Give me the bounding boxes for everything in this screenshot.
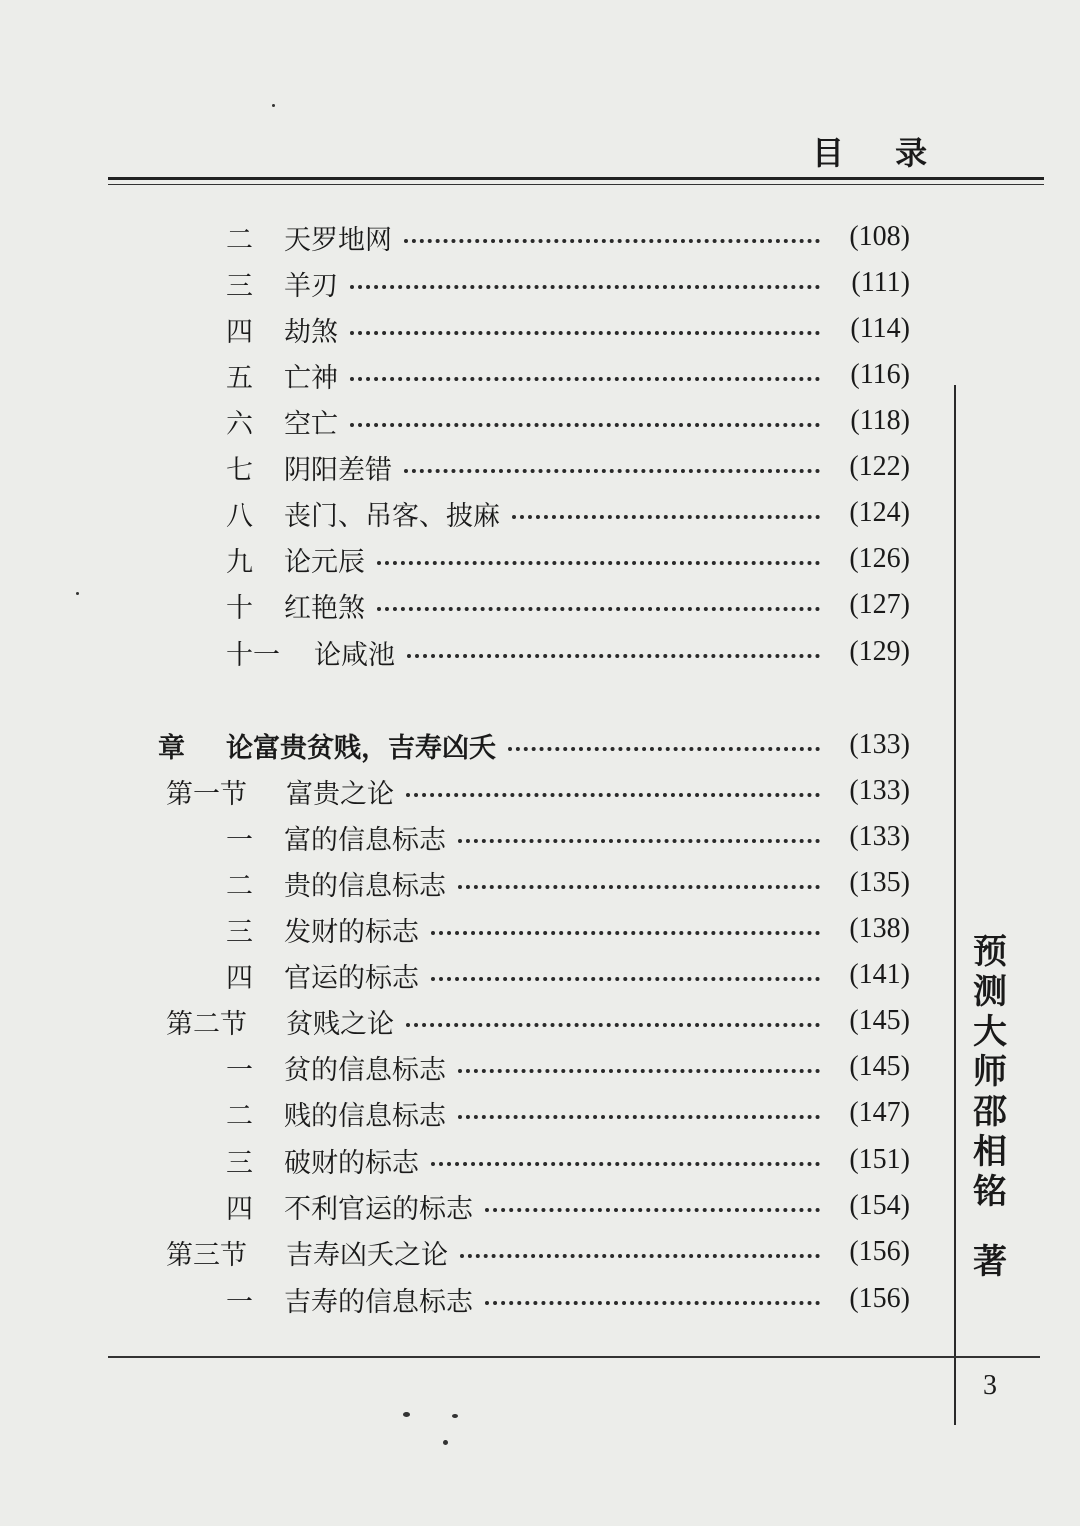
toc-entry-page: (156) <box>849 1236 910 1267</box>
toc-entry-page: (141) <box>849 959 910 990</box>
toc-entry-title: 贱的信息标志 <box>284 1100 446 1132</box>
toc-entry-number: 二 <box>226 1100 253 1132</box>
toc-entry-title: 阴阳差错 <box>284 454 392 486</box>
print-speck <box>443 1440 448 1445</box>
toc-entry-title: 不利官运的标志 <box>284 1193 473 1225</box>
toc-chapter-entry[interactable] <box>158 725 910 765</box>
toc-entry-number: 一 <box>226 824 253 856</box>
print-speck <box>272 104 275 107</box>
toc-entry[interactable] <box>226 955 910 995</box>
toc-entry-page: (145) <box>849 1005 910 1036</box>
author-spacer <box>968 1212 1012 1242</box>
author-name-char: 测 <box>973 972 1007 1012</box>
toc-entry[interactable] <box>226 447 910 487</box>
toc-entry-page: (124) <box>849 497 910 528</box>
toc-entry-page: (138) <box>849 913 910 944</box>
toc-entry[interactable] <box>226 909 910 949</box>
toc-entry-page: (151) <box>849 1144 910 1175</box>
toc-entry-number: 八 <box>226 500 253 532</box>
toc-entry-page: (154) <box>849 1190 910 1221</box>
toc-entry-page: (118) <box>850 405 910 436</box>
toc-entry-title: 破财的标志 <box>284 1147 419 1179</box>
toc-entry-number: 十一 <box>226 639 280 671</box>
dot-leader <box>377 607 820 611</box>
toc-entry-title: 吉寿的信息标志 <box>284 1286 473 1318</box>
toc-entry-number: 二 <box>226 224 253 256</box>
footer-rule <box>108 1356 1040 1358</box>
print-speck <box>76 592 79 595</box>
toc-entry-page: (129) <box>849 636 910 667</box>
toc-entry-number: 第三节 <box>166 1239 247 1271</box>
side-rule <box>954 385 956 1425</box>
toc-entry-page: (135) <box>849 867 910 898</box>
author-name-char: 邵 <box>973 1092 1007 1132</box>
toc-entry-title: 富的信息标志 <box>284 824 446 856</box>
dot-leader <box>460 1254 820 1258</box>
toc-entry-number: 第二节 <box>166 1008 247 1040</box>
dot-leader <box>458 839 820 843</box>
print-speck <box>403 1412 410 1417</box>
author-name-char: 预 <box>973 932 1007 972</box>
dot-leader <box>458 1069 820 1073</box>
dot-leader <box>377 561 820 565</box>
toc-entry[interactable] <box>226 309 910 349</box>
dot-leader <box>485 1301 820 1305</box>
toc-entry-number: 三 <box>226 1147 253 1179</box>
toc-entry-page: (156) <box>849 1283 910 1314</box>
toc-entry-page: (114) <box>850 313 910 344</box>
toc-entry-page: (127) <box>849 589 910 620</box>
dot-leader <box>406 1023 820 1027</box>
toc-entry-title: 劫煞 <box>284 316 338 348</box>
toc-entry[interactable] <box>226 493 910 533</box>
author-role: 著 <box>973 1242 1007 1282</box>
author-name-char: 大 <box>973 1012 1007 1052</box>
toc-entry-number: 三 <box>226 916 253 948</box>
toc-entry[interactable] <box>226 863 910 903</box>
toc-entry-title: 羊刃 <box>284 270 338 302</box>
toc-entry-title: 官运的标志 <box>284 962 419 994</box>
toc-entry-title: 贫贱之论 <box>286 1008 394 1040</box>
toc-entry-title: 贫的信息标志 <box>284 1054 446 1086</box>
toc-section-entry[interactable] <box>166 1232 910 1272</box>
dot-leader <box>350 377 820 381</box>
toc-entry-title: 天罗地网 <box>284 224 392 256</box>
toc-entry[interactable] <box>226 1186 910 1226</box>
toc-entry-page: (108) <box>849 221 910 252</box>
dot-leader <box>458 885 820 889</box>
toc-entry-title: 发财的标志 <box>284 916 419 948</box>
toc-entry-number: 九 <box>226 546 253 578</box>
toc-entry-title: 红艳煞 <box>284 592 365 624</box>
toc-entry[interactable] <box>226 1093 910 1133</box>
toc-entry-number: 六 <box>226 408 253 440</box>
toc-entry-page: (133) <box>849 821 910 852</box>
toc-entry-page: (145) <box>849 1051 910 1082</box>
toc-entry-number: 四 <box>226 962 253 994</box>
toc-entry-title: 吉寿凶夭之论 <box>286 1239 448 1271</box>
toc-entry-page: (111) <box>851 267 910 298</box>
author-name-char: 师 <box>973 1052 1007 1092</box>
toc-entry-title: 论咸池 <box>314 639 395 671</box>
toc-entry-page: (122) <box>849 451 910 482</box>
author-name-char: 铭 <box>973 1172 1007 1212</box>
toc-entry-page: (126) <box>849 543 910 574</box>
toc-entry-page: (133) <box>849 729 910 760</box>
author-name-char: 相 <box>973 1132 1007 1172</box>
toc-entry[interactable] <box>226 217 910 257</box>
author-credit <box>968 932 1012 1282</box>
dot-leader <box>431 1162 820 1166</box>
dot-leader <box>431 977 820 981</box>
toc-entry[interactable] <box>226 355 910 395</box>
toc-entry-page: (133) <box>849 775 910 806</box>
toc-entry[interactable] <box>226 1047 910 1087</box>
dot-leader <box>458 1115 820 1119</box>
toc-entry[interactable] <box>226 1279 910 1319</box>
toc-entry-title: 贵的信息标志 <box>284 870 446 902</box>
toc-entry-number: 一 <box>226 1054 253 1086</box>
toc-entry-title: 论元辰 <box>284 546 365 578</box>
toc-entry-number: 四 <box>226 1193 253 1225</box>
dot-leader <box>350 331 820 335</box>
toc-entry[interactable] <box>226 401 910 441</box>
dot-leader <box>485 1208 820 1212</box>
toc-entry-title: 富贵之论 <box>286 778 394 810</box>
dot-leader <box>350 423 820 427</box>
toc-entry[interactable] <box>226 817 910 857</box>
toc-entry-number: 五 <box>226 362 253 394</box>
dot-leader <box>406 793 820 797</box>
toc-entry-title: 亡神 <box>284 362 338 394</box>
dot-leader <box>431 931 820 935</box>
toc-section-entry[interactable] <box>166 1001 910 1041</box>
dot-leader <box>508 747 820 751</box>
toc-entry-page: (116) <box>850 359 910 390</box>
toc-entry-number: 七 <box>226 454 253 486</box>
toc-entry[interactable] <box>226 632 910 672</box>
dot-leader <box>512 515 820 519</box>
header-rule-thick <box>108 177 1044 180</box>
dot-leader <box>404 469 820 473</box>
header-rule-thin <box>108 184 1044 185</box>
dot-leader <box>404 239 820 243</box>
toc-entry-title: 空亡 <box>284 408 338 440</box>
page-number: 3 <box>983 1370 997 1401</box>
toc-entry-number: 二 <box>226 870 253 902</box>
toc-entry-number: 第一节 <box>166 778 247 810</box>
toc-entry-number: 一 <box>226 1286 253 1318</box>
print-speck <box>452 1414 458 1418</box>
page-title: 目 录 <box>812 134 948 172</box>
toc-entry-number: 四 <box>226 316 253 348</box>
toc-entry-page: (147) <box>849 1097 910 1128</box>
dot-leader <box>350 285 820 289</box>
toc-entry[interactable] <box>226 585 910 625</box>
toc-entry[interactable] <box>226 263 910 303</box>
toc-entry-title: 丧门、吊客、披麻 <box>284 500 500 532</box>
toc-entry-number: 十 <box>226 592 253 624</box>
toc-entry[interactable] <box>226 1140 910 1180</box>
toc-entry[interactable] <box>226 539 910 579</box>
toc-entry-number: 三 <box>226 270 253 302</box>
toc-entry-title: 论富贵贫贱，吉寿凶夭 <box>226 732 496 764</box>
dot-leader <box>407 654 820 658</box>
toc-section-entry[interactable] <box>166 771 910 811</box>
toc-entry-number: 章 <box>158 732 185 764</box>
